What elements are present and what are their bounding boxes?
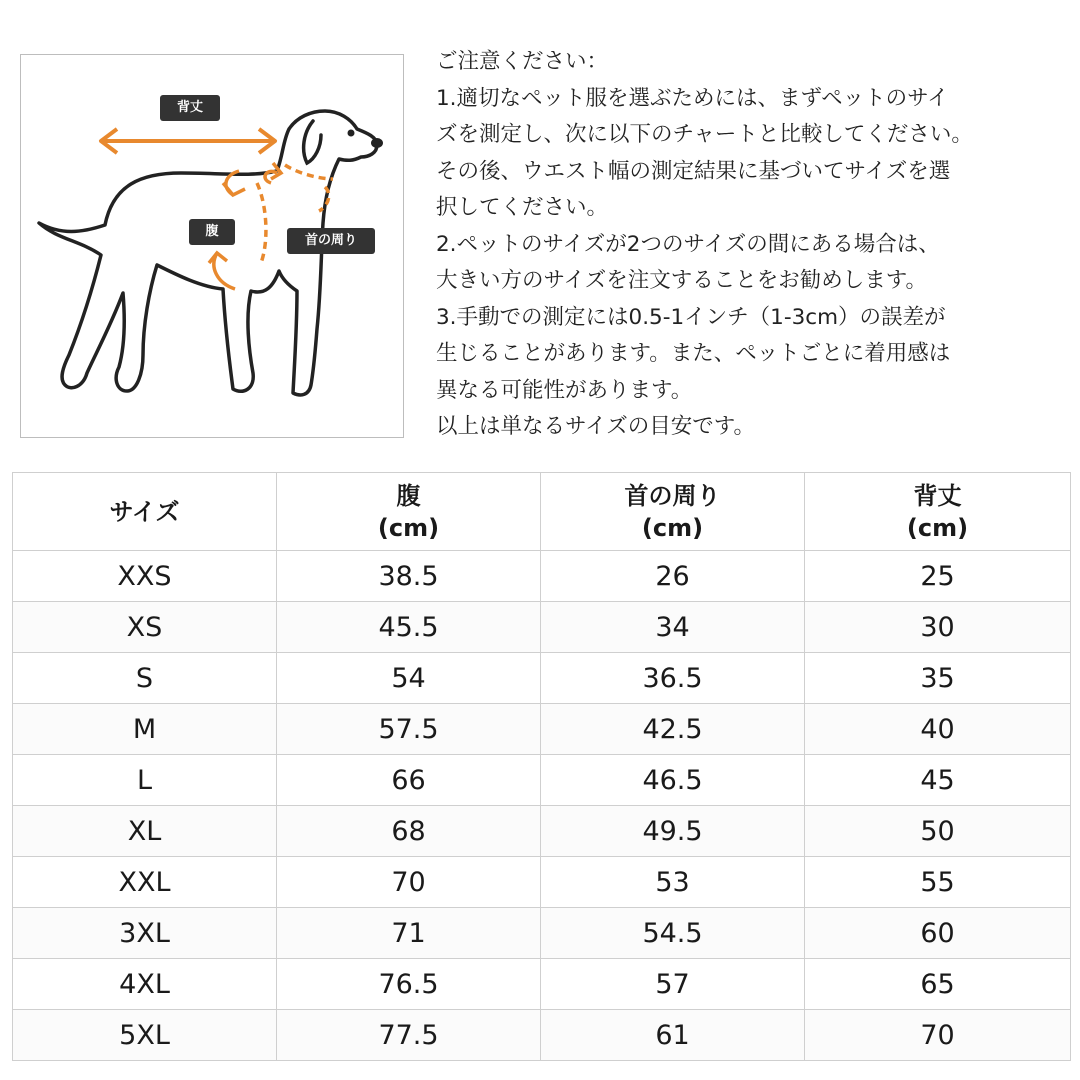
cell-neck: 57	[541, 959, 805, 1010]
belly-label: 腹	[189, 219, 235, 245]
table-header-row	[13, 473, 1071, 551]
cell-back-length: 40	[805, 704, 1071, 755]
cell-back-length: 50	[805, 806, 1071, 857]
cell-neck: 49.5	[541, 806, 805, 857]
cell-size: XS	[13, 602, 277, 653]
cell-back-length: 55	[805, 857, 1071, 908]
cell-neck: 36.5	[541, 653, 805, 704]
cell-back-length: 25	[805, 551, 1071, 602]
cell-back-length: 45	[805, 755, 1071, 806]
table-row	[13, 602, 1071, 653]
cell-belly: 57.5	[277, 704, 541, 755]
header-back-length: 背丈 (cm)	[805, 473, 1071, 551]
table-row	[13, 806, 1071, 857]
table-row	[13, 908, 1071, 959]
cell-neck: 26	[541, 551, 805, 602]
size-notes	[436, 44, 1076, 446]
notes-line: 生じることがあります。また、ペットごとに着用感は	[436, 341, 951, 366]
notes-line: その後、ウエスト幅の測定結果に基づいてサイズを選	[436, 158, 951, 184]
cell-belly: 66	[277, 755, 541, 806]
cell-size: 4XL	[13, 959, 277, 1010]
cell-neck: 54.5	[541, 908, 805, 959]
cell-belly: 38.5	[277, 551, 541, 602]
cell-size: XL	[13, 806, 277, 857]
cell-back-length: 35	[805, 653, 1071, 704]
notes-line: 択してください。	[436, 195, 609, 220]
table-row	[13, 653, 1071, 704]
cell-belly: 71	[277, 908, 541, 959]
table-row	[13, 1010, 1071, 1061]
cell-back-length: 70	[805, 1010, 1071, 1061]
cell-neck: 61	[541, 1010, 805, 1061]
cell-neck: 42.5	[541, 704, 805, 755]
header-belly: 腹 (cm)	[277, 473, 541, 551]
cell-back-length: 65	[805, 959, 1071, 1010]
cell-size: L	[13, 755, 277, 806]
cell-neck: 34	[541, 602, 805, 653]
table-row	[13, 704, 1071, 755]
size-chart-table	[12, 472, 1071, 1061]
notes-line: 3.手動での測定には0.5-1インチ（1-3cm）の誤差が	[436, 304, 946, 330]
table-row	[13, 857, 1071, 908]
cell-belly: 70	[277, 857, 541, 908]
dog-measurement-diagram	[20, 54, 404, 438]
cell-size: XXS	[13, 551, 277, 602]
table-row	[13, 755, 1071, 806]
cell-belly: 68	[277, 806, 541, 857]
cell-back-length: 60	[805, 908, 1071, 959]
cell-belly: 54	[277, 653, 541, 704]
notes-line: ズを測定し、次に以下のチャートと比較してください。	[436, 122, 973, 147]
cell-neck: 46.5	[541, 755, 805, 806]
notes-heading: ご注意ください：	[436, 49, 609, 74]
table-row	[13, 551, 1071, 602]
cell-size: S	[13, 653, 277, 704]
notes-line: 異なる可能性があります。	[436, 377, 693, 403]
header-neck: 首の周り (cm)	[541, 473, 805, 551]
notes-line: 1.適切なペット服を選ぶためには、まずペットのサイ	[436, 85, 949, 111]
notes-line: 以上は単なるサイズの目安です。	[436, 414, 756, 439]
cell-belly: 77.5	[277, 1010, 541, 1061]
cell-belly: 76.5	[277, 959, 541, 1010]
table-row	[13, 959, 1071, 1010]
cell-size: 3XL	[13, 908, 277, 959]
notes-line: 大きい方のサイズを注文することをお勧めします。	[436, 268, 928, 293]
notes-line: 2.ペットのサイズが2つのサイズの間にある場合は、	[436, 231, 940, 257]
cell-size: M	[13, 704, 277, 755]
back-length-label: 背丈	[160, 95, 220, 121]
cell-back-length: 30	[805, 602, 1071, 653]
cell-neck: 53	[541, 857, 805, 908]
neck-label: 首の周り	[287, 228, 375, 254]
cell-size: XXL	[13, 857, 277, 908]
header-size: サイズ	[13, 473, 277, 551]
cell-size: 5XL	[13, 1010, 277, 1061]
cell-belly: 45.5	[277, 602, 541, 653]
